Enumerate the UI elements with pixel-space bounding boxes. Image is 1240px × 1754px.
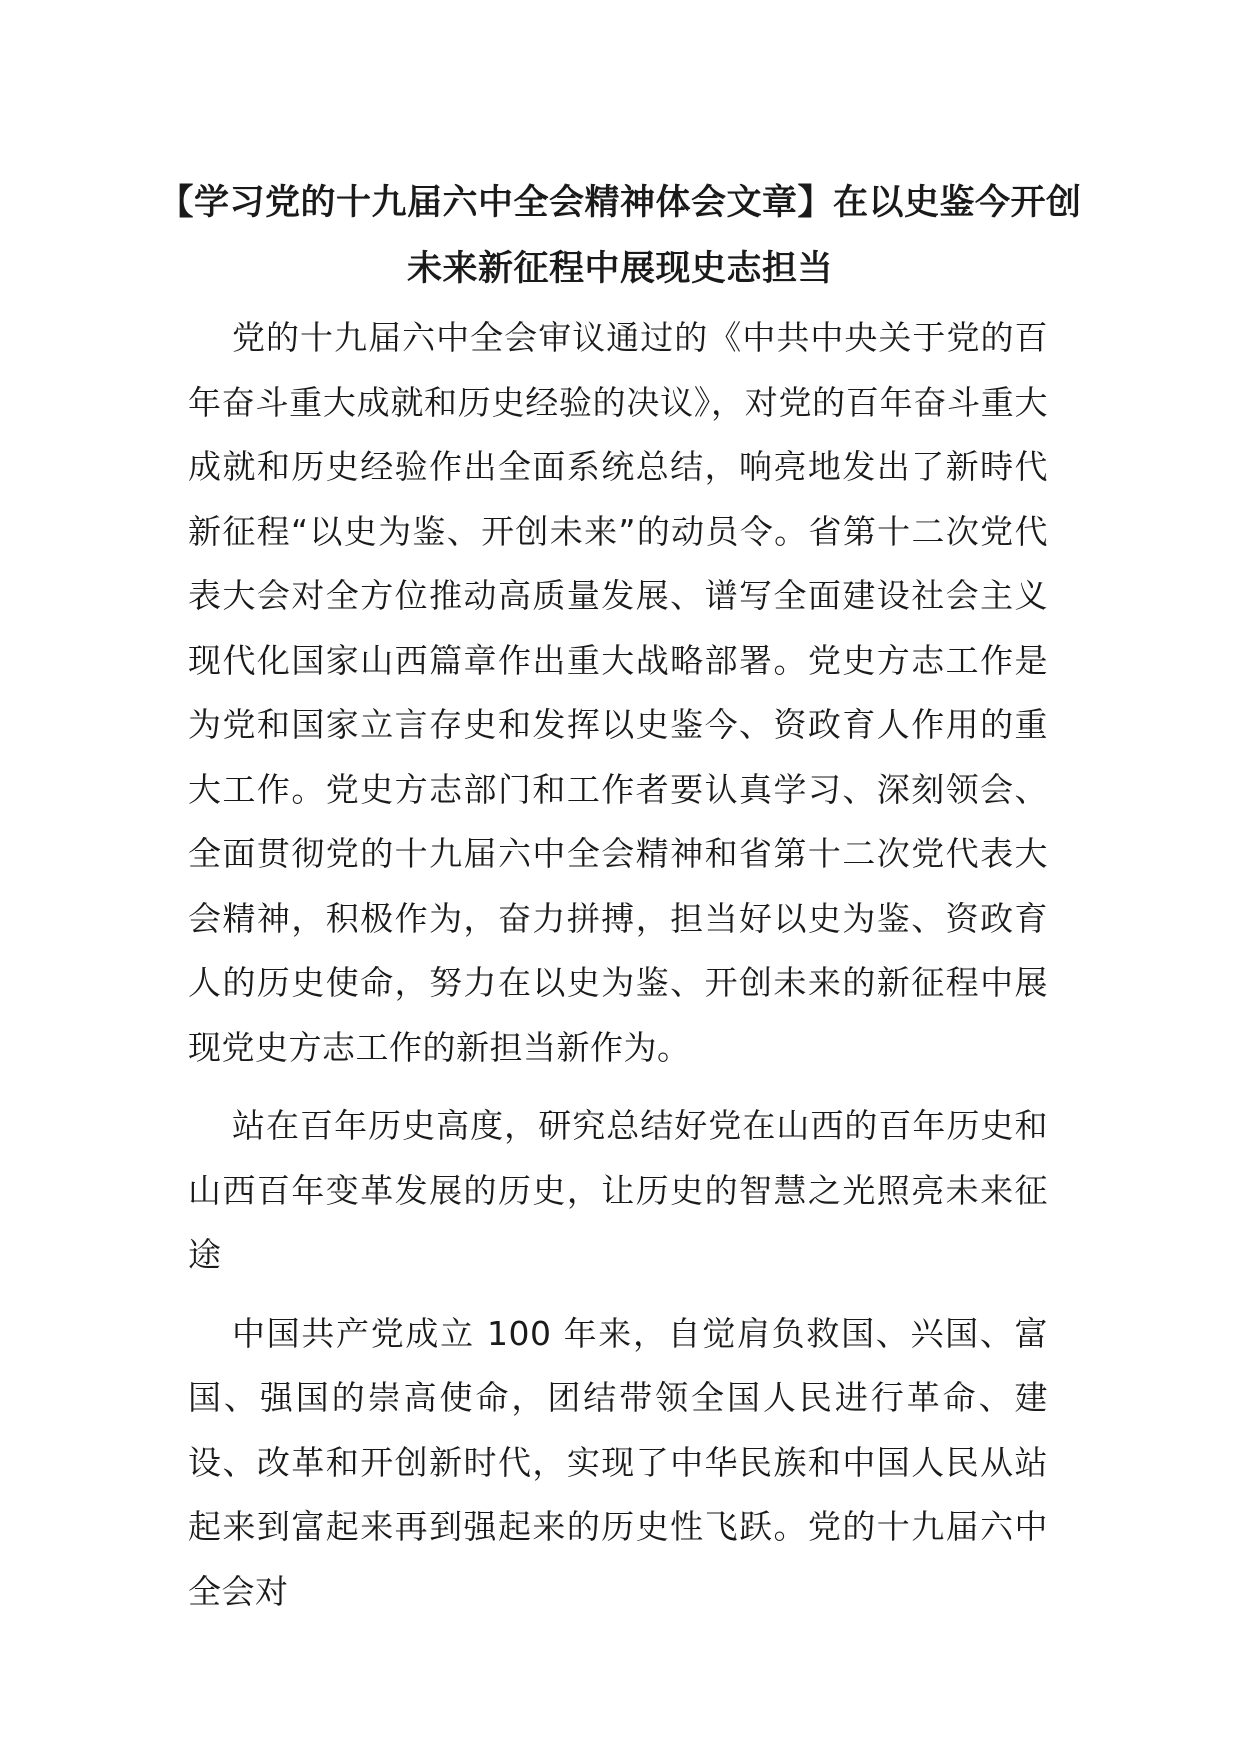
paragraph-section-heading: 站在百年历史高度，研究总结好党在山西的百年历史和山西百年变革发展的历史，让历史的智慧之光照亮未来征途 [188, 1106, 1048, 1274]
document-body [188, 306, 1048, 1638]
paragraph-body: 中国共产党成立 100 年来，自觉肩负救国、兴国、富国、强国的崇高使命，团结带领全国人民进行革命、建设、改革和开创新时代，实现了中华民族和中国人民从站起来到富起来再到强起来的历史性飞跃。党的十九届六中全会对 [188, 1313, 1048, 1611]
title-line-1: 【学习党的十九届六中全会精神体会文章】在以史鉴今开创 [158, 183, 1082, 223]
document-title [150, 170, 1090, 302]
title-line-2: 未来新征程中展现史志担当 [406, 249, 833, 289]
paragraph-intro: 党的十九届六中全会审议通过的《中共中央关于党的百年奋斗重大成就和历史经验的决议》，对党的百年奋斗重大成就和历史经验作出全面系统总结，响亮地发出了新時代新征程“以史为鉴、开创未来”的动员令。省第十二次党代表大会对全方位推动高质量发展、谱写全面建设社会主义现代化国家山西篇章作出重大战略部署。党史方志工作是为党和国家立言存史和发挥以史鉴今、资政育人作用的重大工作。党史方志部门和工作者要认真学习、深刻领会、全面贯彻党的十九届六中全会精神和省第十二次党代表大会精神，积极作为，奋力拼搏，担当好以史为鉴、资政育人的历史使命，努力在以史为鉴、开创未来的新征程中展现党史方志工作的新担当新作为。 [188, 318, 1048, 1067]
